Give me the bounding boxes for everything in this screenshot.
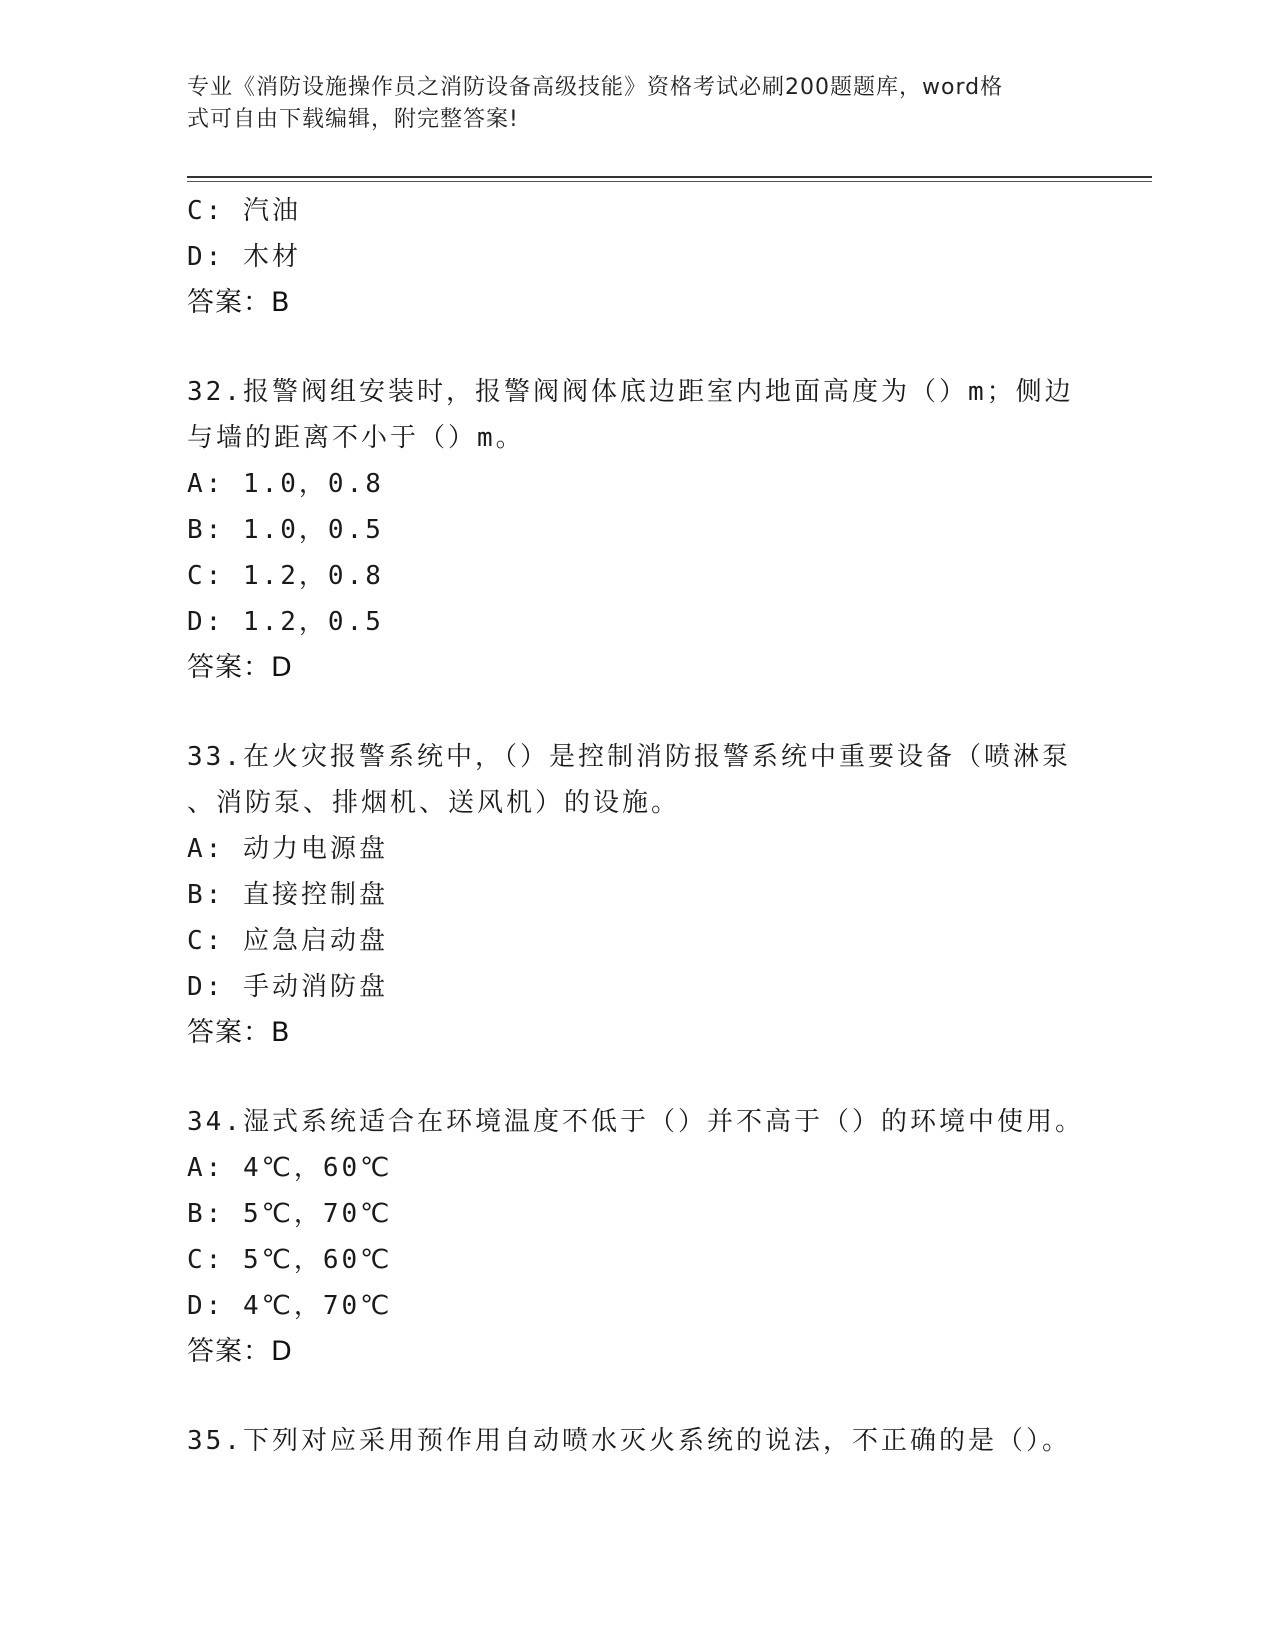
spacer [187, 1375, 1087, 1418]
question-33 [187, 734, 1087, 1056]
question-stem: 34.湿式系统适合在环境温度不低于（）并不高于（）的环境中使用。 [187, 1107, 1084, 1137]
answer-label: 答案：B [187, 287, 291, 318]
answer-label: 答案：B [187, 1017, 291, 1048]
option-d: D: 木材 [187, 242, 301, 272]
answer-label: 答案：D [187, 1336, 293, 1367]
option-b: B: 5℃，70℃ [187, 1199, 393, 1229]
option-d: D: 4℃，70℃ [187, 1291, 393, 1321]
option-a: A: 动力电源盘 [187, 834, 388, 864]
header-line-2: 式可自由下载编辑，附完整答案! [187, 107, 519, 132]
document-header [187, 72, 1067, 136]
option-c: C: 5℃，60℃ [187, 1245, 393, 1275]
question-content [187, 188, 1087, 1464]
header-line-1: 专业《消防设施操作员之消防设备高级技能》资格考试必刷200题题库，word格 [187, 75, 1004, 100]
spacer [187, 1056, 1087, 1099]
spacer [187, 326, 1087, 369]
option-a: A: 4℃，60℃ [187, 1153, 393, 1183]
question-31-tail [187, 188, 1087, 326]
option-b: B: 直接控制盘 [187, 880, 388, 910]
question-stem: 、消防泵、排烟机、送风机）的设施。 [187, 788, 681, 818]
option-a: A: 1.0，0.8 [187, 469, 384, 499]
option-d: D: 手动消防盘 [187, 972, 388, 1002]
question-stem: 35.下列对应采用预作用自动喷水灭火系统的说法，不正确的是（）。 [187, 1426, 1071, 1456]
question-stem: 与墙的距离不小于（）m。 [187, 423, 525, 453]
question-34 [187, 1099, 1087, 1375]
option-b: B: 1.0，0.5 [187, 515, 384, 545]
option-c: C: 汽油 [187, 196, 301, 226]
option-c: C: 应急启动盘 [187, 926, 388, 956]
question-stem: 33.在火灾报警系统中，（）是控制消防报警系统中重要设备（喷淋泵 [187, 742, 1071, 772]
header-divider [187, 176, 1152, 178]
spacer [187, 691, 1087, 734]
question-stem: 32.报警阀组安装时，报警阀阀体底边距室内地面高度为（）m；侧边 [187, 377, 1074, 407]
header-divider-thin [187, 181, 1152, 182]
option-d: D: 1.2，0.5 [187, 607, 384, 637]
question-32 [187, 369, 1087, 691]
answer-label: 答案：D [187, 652, 293, 683]
option-c: C: 1.2，0.8 [187, 561, 384, 591]
question-35 [187, 1418, 1087, 1464]
